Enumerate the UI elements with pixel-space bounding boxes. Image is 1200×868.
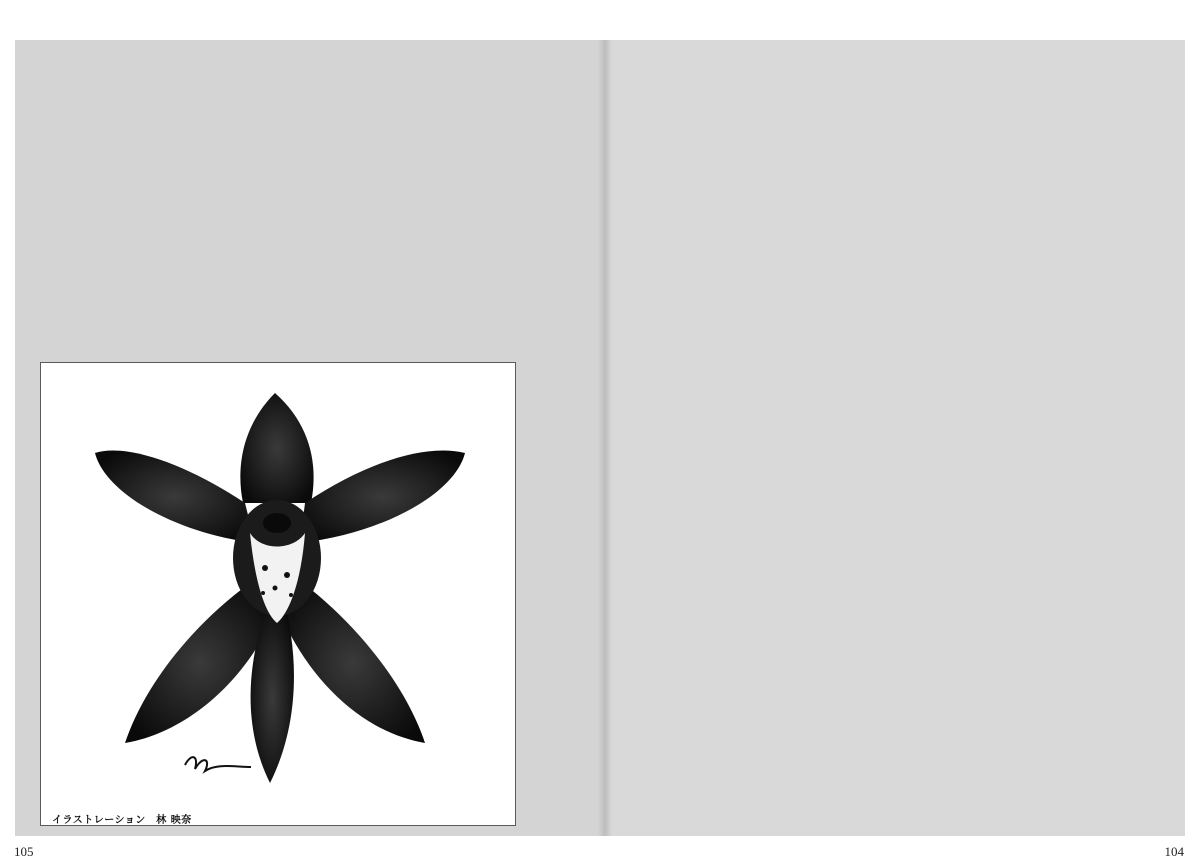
page-gutter: [598, 40, 612, 836]
artist-signature: [185, 757, 251, 771]
right-bottom-text-area: [905, 458, 1150, 798]
page-number-right: 104: [1164, 844, 1184, 859]
illustration-caption: イラストレーション 林 映奈: [52, 815, 192, 826]
illustration-frame: [40, 362, 516, 826]
orchid-illustration: [65, 383, 491, 803]
left-text-area: [262, 112, 530, 358]
right-middle-text-area: [672, 360, 908, 600]
page-number-left: 105: [14, 844, 34, 859]
